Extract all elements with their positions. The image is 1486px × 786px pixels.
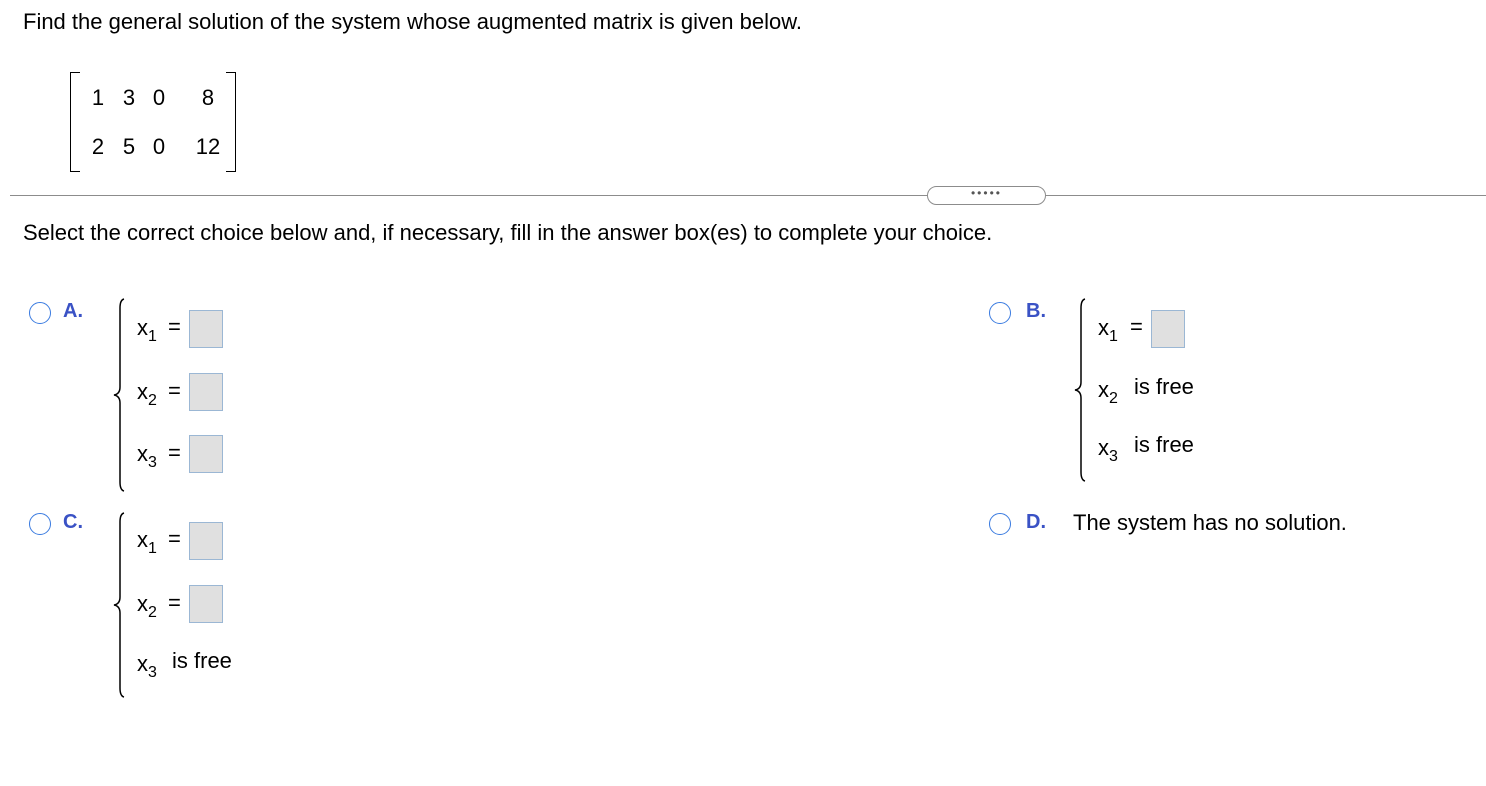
variable-x2: $x_2$ <box>137 379 157 409</box>
choice-c-letter: C. <box>63 511 83 533</box>
matrix-left-bracket <box>70 72 80 172</box>
choice-d-radio[interactable] <box>989 513 1011 535</box>
free-variable-label: is free <box>1134 374 1194 399</box>
equals-sign: = <box>168 440 181 465</box>
equals-sign: = <box>168 590 181 615</box>
left-brace-icon <box>112 298 126 492</box>
variable-x1: $x_1$ <box>137 527 157 557</box>
answer-box-b-x1[interactable] <box>1151 310 1185 348</box>
augmented-matrix <box>70 72 236 172</box>
variable-x1: $x_1$ <box>137 315 157 345</box>
equals-sign: = <box>168 526 181 551</box>
matrix-cell: 12 <box>195 134 221 159</box>
matrix-cell: 3 <box>122 85 136 110</box>
free-variable-label: is free <box>1134 432 1194 457</box>
equals-sign: = <box>1130 314 1143 339</box>
left-brace-icon <box>112 512 126 698</box>
choice-a-letter: A. <box>63 300 83 322</box>
answer-box-c-x1[interactable] <box>189 522 223 560</box>
matrix-cell: 8 <box>201 85 215 110</box>
section-divider <box>10 195 1486 196</box>
answer-box-a-x3[interactable] <box>189 435 223 473</box>
variable-x2: $x_2$ <box>137 591 157 621</box>
matrix-cell: 0 <box>152 134 166 159</box>
left-brace-icon <box>1073 298 1087 482</box>
variable-x3: $x_3$ <box>137 441 157 471</box>
equals-sign: = <box>168 378 181 403</box>
question-text: Find the general solution of the system whose augmented matrix is given below. <box>23 9 802 34</box>
matrix-cell: 2 <box>91 134 105 159</box>
choice-c-radio[interactable] <box>29 513 51 535</box>
matrix-cell: 0 <box>152 85 166 110</box>
answer-box-c-x2[interactable] <box>189 585 223 623</box>
matrix-cell: 1 <box>91 85 105 110</box>
variable-x3: $x_3$ <box>137 651 157 681</box>
free-variable-label: is free <box>172 648 232 673</box>
variable-x1: $x_1$ <box>1098 315 1118 345</box>
instruction-text: Select the correct choice below and, if necessary, fill in the answer box(es) to complete your choice. <box>23 220 993 245</box>
variable-x2: $x_2$ <box>1098 377 1118 407</box>
variable-x3: $x_3$ <box>1098 435 1118 465</box>
choice-b-radio[interactable] <box>989 302 1011 324</box>
answer-box-a-x1[interactable] <box>189 310 223 348</box>
equals-sign: = <box>168 314 181 339</box>
choice-d-text: The system has no solution. <box>1073 510 1347 535</box>
expand-button[interactable]: ••••• <box>927 186 1046 205</box>
choice-d-letter: D. <box>1026 511 1046 533</box>
answer-box-a-x2[interactable] <box>189 373 223 411</box>
matrix-cell: 5 <box>122 134 136 159</box>
choice-b-letter: B. <box>1026 300 1046 322</box>
choice-a-radio[interactable] <box>29 302 51 324</box>
